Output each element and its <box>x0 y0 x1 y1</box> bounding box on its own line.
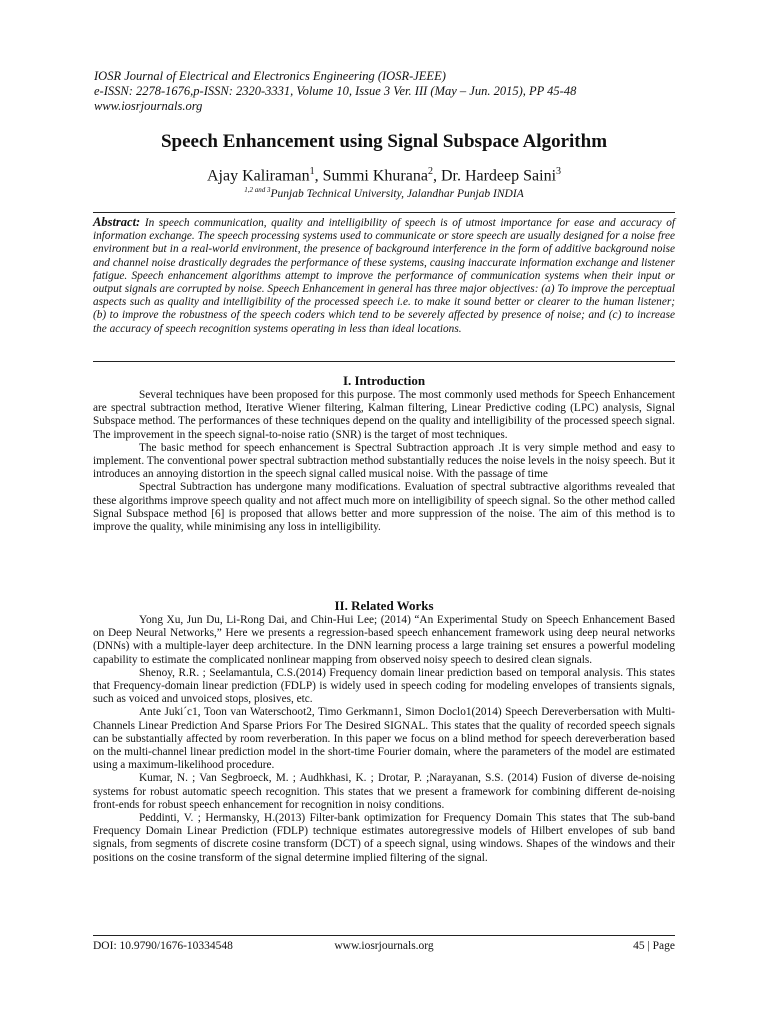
paragraph: Yong Xu, Jun Du, Li-Rong Dai, and Chin-Hui Lee; (2014) “An Experimental Study on Speech Enhancement Based on Deep Neural Networks,” Here we presents a regression-based speech enhancement framework using deep neural networks (DNNs) with a multiple-layer deep architecture. In the DNN learning process a large training set ensures a powerful modeling capability to estimate the complicated nonlinear mapping from observed noisy speech to desired clean signals. <box>93 614 675 666</box>
author-affiliation-mark: 2 <box>427 166 433 177</box>
section-heading-introduction: I. Introduction <box>342 373 426 388</box>
footer-website: www.iosrjournals.org <box>334 940 434 952</box>
footer-page-number: 45 | Page <box>633 940 675 952</box>
abstract <box>93 216 675 336</box>
affiliation <box>0 186 768 200</box>
author-name: Ajay Kaliraman <box>206 167 310 185</box>
introduction-body <box>93 389 675 534</box>
journal-name: IOSR Journal of Electrical and Electronics Engineering (IOSR-JEEE) <box>94 69 446 83</box>
abstract-text: In speech communication, quality and intelligibility of speech is of utmost importance for ease and accuracy of information exchange. The speech processing systems used to communicate or store speech are usually designed for a noise free environment but in a real-world environment, the presence of background interference in the form of additive background noise and channel noise drastically degrades the performance of these systems, causing inaccurate information exchange and listener fatigue. Speech enhancement algorithms attempt to improve the performance of communication systems when their input or output signals are corrupted by noise. Speech Enhancement in general has three major objectives: (a) To improve the perceptual aspects such as quality and intelligibility of the processed speech i.e. to make it sound better or clearer to the human listener; (b) to improve the robustness of the speech coders which tend to be severely affected by presence of noise; and (c) to increase the accuracy of speech recognition systems operating in less than ideal locations. <box>93 217 675 335</box>
paragraph: Ante Juki´c1, Toon van Waterschoot2, Timo Gerkmann1, Simon Doclo1(2014) Speech Dereverbersation with Multi-Channels Linear Prediction And Sparse Priors For The Desired SIGNAL. This states that the quality of recorded speech signals can be substantially affected by room reverberation. In this paper we focus on a blind method for speech dereverberation based on the multi-channel linear prediction model in the short-time Fourier domain, where the parameters of the model are estimated using a maximum-likelihood procedure. <box>93 706 675 772</box>
author-affiliation-mark: 1 <box>309 166 315 177</box>
footer-rule <box>93 935 675 936</box>
journal-issn: e-ISSN: 2278-1676,p-ISSN: 2320-3331, Volume 10, Issue 3 Ver. III (May – Jun. 2015), PP 45-48 <box>94 84 577 98</box>
affiliation-text: Punjab Technical University, Jalandhar Punjab INDIA <box>270 187 524 200</box>
author-name: Summi Khurana <box>322 167 428 185</box>
author-name: Dr. Hardeep Saini <box>440 167 557 185</box>
footer-doi: DOI: 10.9790/1676-10334548 <box>93 940 233 952</box>
journal-website: www.iosrjournals.org <box>94 99 203 113</box>
related-works-body <box>93 614 675 865</box>
journal-header <box>94 69 684 114</box>
paper-title: Speech Enhancement using Signal Subspace Algorithm <box>160 131 608 152</box>
paragraph: Several techniques have been proposed for this purpose. The most commonly used methods for Speech Enhancement are spectral subtraction method, Iterative Wiener filtering, Kalman filtering, Linear Predictive coding (LPC) analysis, Signal Subspace method. The performances of these techniques depend on the quality and intelligibility of the processed speech signal. The improvement in the speech signal-to-noise ratio (SNR) is the target of most techniques. <box>93 389 675 441</box>
author-affiliation-mark: 3 <box>556 166 562 177</box>
abstract-top-rule <box>93 212 675 213</box>
author-list: Ajay Kaliraman$^1$, Summi Khurana$^2$, Dr. Hardeep Saini$^3$ <box>206 166 562 185</box>
paragraph: Kumar, N. ; Van Segbroeck, M. ; Audhkhasi, K. ; Drotar, P. ;Narayanan, S.S. (2014) Fusion of diverse de-noising systems for robust automatic speech recognition. This states that we present a framework for combining different de-noising front-ends for robust speech enhancement for recognition in noisy conditions. <box>93 772 675 811</box>
paragraph: The basic method for speech enhancement is Spectral Subtraction approach .It is very simple method and easy to implement. The conventional power spectral subtraction method substantially reduces the noise levels in the noisy speech. But it introduces an annoying distortion in the speech signal called musical noise. With the passage of time <box>93 441 675 481</box>
abstract-label: Abstract: <box>93 215 141 229</box>
paragraph: Spectral Subtraction has undergone many modifications. Evaluation of spectral subtractive algorithms revealed that these algorithms improve speech quality and not affect much more on intelligibility of speech signal. So the other method called Signal Subspace method [6] is proposed that allows better and more suppression of the noise. The aim of this method is to improve the quality, while minimising any loss in intelligibility. <box>93 481 675 534</box>
paragraph: Peddinti, V. ; Hermansky, H.(2013) Filter-bank optimization for Frequency Domain This states that The sub-band Frequency Domain Linear Prediction (FDLP) technique estimates autoregressive models of Hilbert envelopes of sub band signals, from segments of discrete cosine transform (DCT) of a speech signal, using windows. Shapes of the windows and their positions on the cosine transform of the signal determine implied filtering of the signal. <box>93 812 675 864</box>
affiliation-mark: 1,2 and 3 <box>244 186 271 194</box>
page-footer <box>93 940 675 956</box>
abstract-bottom-rule <box>93 361 675 362</box>
section-heading-related-works: II. Related Works <box>334 598 434 613</box>
paragraph: Shenoy, R.R. ; Seelamantula, C.S.(2014) Frequency domain linear prediction based on temporal analysis. This states that Frequency-domain linear prediction (FDLP) is widely used in speech coding for modeling envelopes of transients signals, such as voiced and unvoiced stops, plosives, etc. <box>93 666 675 706</box>
